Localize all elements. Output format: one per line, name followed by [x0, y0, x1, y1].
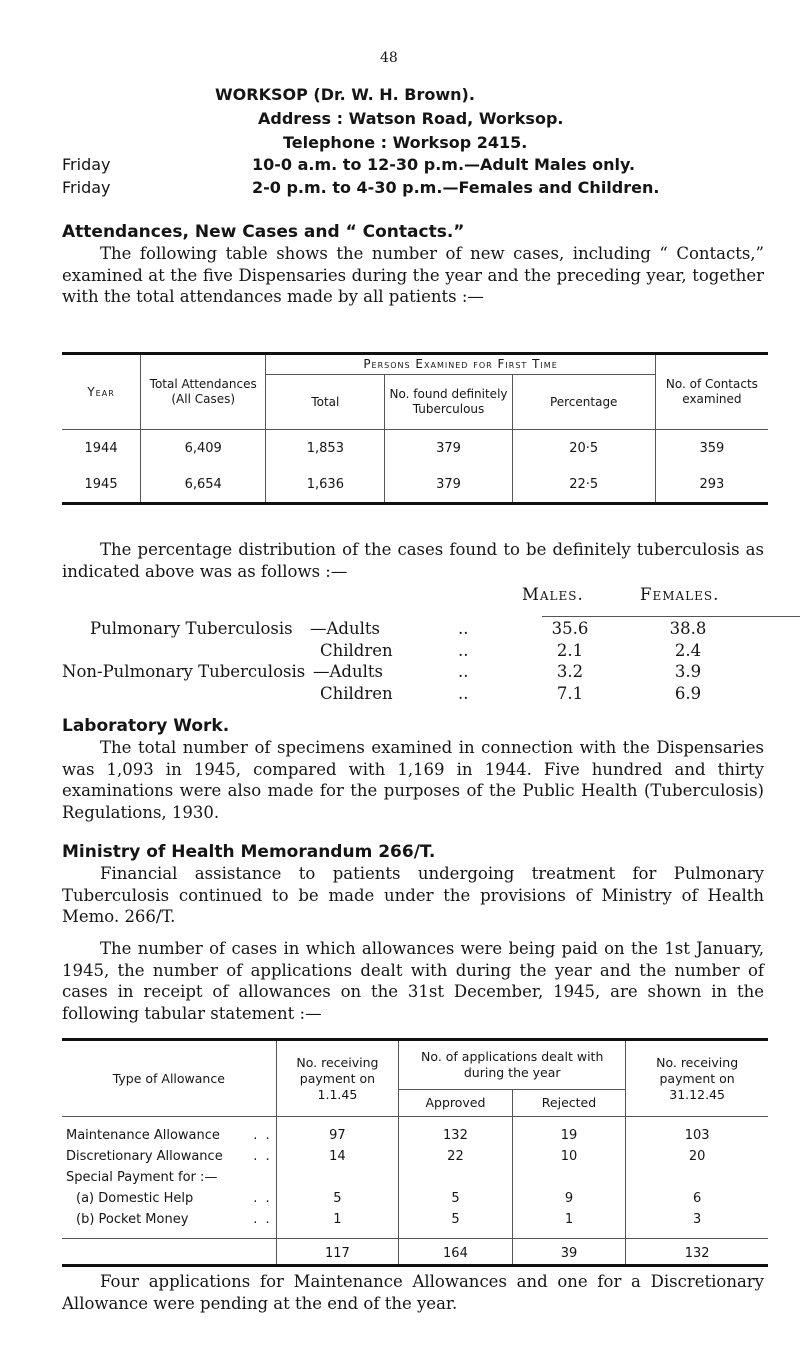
- memorandum-text-2: The number of cases in which allowances were being paid on the 1st January, 1945, the number of applications dealt with during the year and the number of cases in receipt of allowances on the 31st December, 1945, are shown in the following tabular statement :—: [62, 939, 764, 1023]
- distribution-females: 6.9: [674, 683, 702, 703]
- cell-found: 379: [385, 430, 512, 467]
- distribution-group: Non-Pulmonary Tuberculosis: [62, 662, 306, 681]
- females-label: Females.: [640, 585, 720, 604]
- total-start: 117: [276, 1239, 399, 1266]
- table-row: [62, 1167, 768, 1188]
- col-rejected: Rejected: [512, 1090, 626, 1117]
- schedule-day: Friday: [62, 178, 111, 197]
- row-label: Discretionary Allowance: [66, 1149, 223, 1164]
- distribution-sub: —Adults: [310, 619, 380, 638]
- cell-approved: 132: [399, 1125, 513, 1146]
- row-dots: . .: [253, 1212, 272, 1227]
- totals-row: [62, 1239, 768, 1266]
- distribution-males: 3.2: [556, 662, 584, 681]
- distribution-females: 2.4: [674, 640, 702, 660]
- cell-end: 3: [626, 1209, 768, 1230]
- total-approved: 164: [399, 1239, 513, 1266]
- cell-percentage: 22·5: [512, 466, 655, 504]
- schedule-day: Friday: [62, 155, 111, 174]
- total-rejected: 39: [512, 1239, 626, 1266]
- schedule-who: Adult Males only.: [480, 155, 636, 174]
- row-label: Special Payment for :—: [66, 1170, 218, 1185]
- cell-start: [276, 1167, 399, 1188]
- table-row: [62, 466, 768, 504]
- row-label: Maintenance Allowance: [66, 1128, 220, 1143]
- cell-rejected: 1: [512, 1209, 626, 1230]
- distribution-dots: ..: [458, 662, 469, 681]
- col-group-first-time: Persons Examined for First Time: [266, 354, 656, 375]
- row-dots: . .: [253, 1191, 272, 1206]
- schedule-hours: 2-0 p.m. to 4-30 p.m.: [252, 178, 443, 197]
- cell-approved: 5: [399, 1188, 513, 1209]
- distribution-females: 38.8: [669, 619, 707, 638]
- table-row: [62, 1146, 768, 1167]
- attendances-text: The following table shows the number of new cases, including “ Contacts,” examined at the five Dispensaries during the year and the preceding year, together with the total attendances made by all patients :—: [62, 244, 764, 306]
- distribution-dots: ..: [458, 683, 469, 703]
- cell-end: 6: [626, 1188, 768, 1209]
- distribution-males: 7.1: [556, 683, 584, 703]
- row-label: (b) Pocket Money: [76, 1212, 189, 1227]
- cell-year: 1945: [62, 466, 141, 504]
- col-found: No. found definitely Tuberculous: [385, 375, 512, 430]
- schedule-row: Friday 2-0 p.m. to 4-30 p.m.—Females and Children.: [62, 178, 660, 197]
- cell-end: 20: [626, 1146, 768, 1167]
- col-type: Type of Allowance: [62, 1040, 276, 1117]
- laboratory-text: The total number of specimens examined in connection with the Dispensaries was 1,093 in 1945, compared with 1,169 in 1944. Five hundred and thirty examinations were also made for the purposes of the Public Health (Tuberculosis) Regulations, 1930.: [62, 738, 764, 822]
- distribution-dots: ..: [458, 619, 469, 638]
- cell-found: 379: [385, 466, 512, 504]
- distribution-sub: Children: [320, 683, 393, 703]
- cell-rejected: 9: [512, 1188, 626, 1209]
- cell-approved: 5: [399, 1209, 513, 1230]
- cell-start: 5: [276, 1188, 399, 1209]
- col-percentage: Percentage: [512, 375, 655, 430]
- distribution-group: Pulmonary Tuberculosis: [90, 619, 293, 638]
- distribution-text: The percentage distribution of the cases found to be definitely tuberculosis as indicated above was as follows :—: [62, 540, 764, 581]
- row-dots: . .: [253, 1128, 272, 1143]
- laboratory-heading: Laboratory Work.: [62, 716, 230, 736]
- cell-rejected: 10: [512, 1146, 626, 1167]
- col-contacts: No. of Contacts examined: [655, 354, 768, 430]
- col-start: No. receiving payment on 1.1.45: [276, 1040, 399, 1117]
- cell-contacts: 359: [655, 430, 768, 467]
- col-year: Year: [62, 354, 141, 430]
- memorandum-heading: Ministry of Health Memorandum 266/T.: [62, 842, 436, 862]
- cell-attendances: 6,409: [141, 430, 266, 467]
- cell-total: 1,853: [266, 430, 385, 467]
- col-end: No. receiving payment on 31.12.45: [626, 1040, 768, 1117]
- table-row: [62, 1209, 768, 1230]
- totals-label: [62, 1239, 276, 1266]
- schedule-row: Friday 10-0 a.m. to 12-30 p.m.—Adult Males only.: [62, 155, 636, 174]
- col-group-applications: No. of applications dealt with during the year: [399, 1040, 626, 1090]
- cell-approved: 22: [399, 1146, 513, 1167]
- dispensary-address: Address : Watson Road, Worksop.: [258, 109, 564, 128]
- cell-attendances: 6,654: [141, 466, 266, 504]
- cell-total: 1,636: [266, 466, 385, 504]
- cell-end: [626, 1167, 768, 1188]
- distribution-males: 35.6: [551, 619, 589, 638]
- cell-approved: [399, 1167, 513, 1188]
- distribution-females: 3.9: [674, 662, 702, 681]
- total-end: 132: [626, 1239, 768, 1266]
- cell-rejected: 19: [512, 1125, 626, 1146]
- dispensary-title: WORKSOP (Dr. W. H. Brown).: [215, 85, 475, 104]
- dispensary-telephone: Telephone : Worksop 2415.: [283, 133, 528, 152]
- col-approved: Approved: [399, 1090, 513, 1117]
- attendances-heading: Attendances, New Cases and “ Contacts.”: [62, 222, 465, 242]
- table-row: [62, 1125, 768, 1146]
- cell-start: 14: [276, 1146, 399, 1167]
- distribution-sub: —Adults: [313, 662, 383, 681]
- schedule-hours: 10-0 a.m. to 12-30 p.m.: [252, 155, 465, 174]
- cell-contacts: 293: [655, 466, 768, 504]
- page-number: 48: [380, 50, 398, 66]
- table-row: [62, 430, 768, 467]
- distribution-rule: [542, 616, 800, 617]
- distribution-dots: ..: [458, 640, 469, 660]
- memorandum-text-1: Financial assistance to patients undergoing treatment for Pulmonary Tuberculosis continued to be made under the provisions of Ministry of Health Memo. 266/T.: [62, 864, 764, 926]
- col-total-attendances: Total Attendances (All Cases): [141, 354, 266, 430]
- distribution-males: 2.1: [556, 640, 584, 660]
- males-label: Males.: [522, 585, 584, 604]
- cell-start: 97: [276, 1125, 399, 1146]
- cell-end: 103: [626, 1125, 768, 1146]
- cell-rejected: [512, 1167, 626, 1188]
- row-dots: . .: [253, 1149, 272, 1164]
- allowances-table: [62, 1038, 768, 1267]
- schedule-who: Females and Children.: [458, 178, 660, 197]
- cell-percentage: 20·5: [512, 430, 655, 467]
- row-label: (a) Domestic Help: [76, 1191, 194, 1206]
- memorandum-footer: Four applications for Maintenance Allowances and one for a Discretionary Allowance were pending at the end of the year.: [62, 1272, 764, 1313]
- distribution-sub: Children: [320, 640, 393, 660]
- col-total: Total: [266, 375, 385, 430]
- attendances-table: [62, 352, 768, 505]
- cell-start: 1: [276, 1209, 399, 1230]
- cell-year: 1944: [62, 430, 141, 467]
- table-row: [62, 1188, 768, 1209]
